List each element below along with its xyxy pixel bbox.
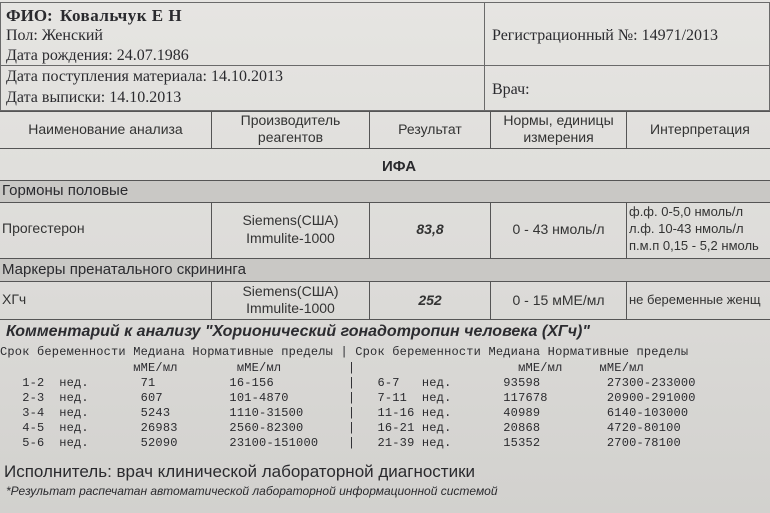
- header-analysis-name: Наименование анализа: [28, 121, 183, 137]
- section-title: Гормоны половые: [2, 182, 129, 199]
- table-cell-producer: Siemens(США): [242, 283, 339, 299]
- executor-line: Исполнитель: врач клинической лабораторной диагностики: [4, 462, 476, 481]
- table-cell-interpretation: п.м.п 0,15 - 5,2 нмоль: [629, 238, 759, 253]
- col-divider-4: [626, 281, 627, 319]
- sex-field: Пол: Женский: [6, 27, 103, 44]
- section-border: [0, 202, 770, 203]
- col-divider-4: [626, 111, 627, 148]
- header-norms: Нормы, единицы измерения: [503, 112, 614, 145]
- col-divider-4: [626, 202, 627, 258]
- table-cell-producer: Immulite-1000: [246, 300, 335, 316]
- section-title: Маркеры пренатального скрининга: [2, 261, 246, 278]
- table-cell-interpretation: ф.ф. 0-5,0 нмоль/л: [629, 204, 744, 219]
- table-header-bottom-border: [0, 148, 770, 149]
- issued-date-field: Дата выписки: 14.10.2013: [6, 89, 182, 106]
- table-cell-norm: 0 - 43 нмоль/л: [512, 221, 605, 237]
- section-border: [0, 281, 770, 282]
- comment-table-row: 1-2 нед. 71 16-156 | 6-7 нед. 93598 27300-233000: [0, 376, 696, 390]
- table-cell-result: 83,8: [416, 221, 444, 237]
- table-top-border: [0, 111, 770, 112]
- header-result: Результат: [398, 121, 462, 137]
- table-cell-producer: Siemens(США): [242, 212, 339, 228]
- row-border: [0, 319, 770, 320]
- printout-note: *Результат распечатан автоматической лабораторной информационной системой: [6, 484, 498, 498]
- table-cell-interpretation: не беременные женщ: [629, 292, 761, 307]
- table-cell-interpretation: л.ф. 10-43 нмоль/л: [629, 221, 744, 236]
- table-cell-result: 252: [418, 292, 442, 308]
- dob-field: Дата рождения: 24.07.1986: [6, 47, 189, 64]
- comment-table-row: 5-6 нед. 52090 23100-151000 | 21-39 нед. 15352 2700-78100: [0, 436, 681, 450]
- comment-title: Комментарий к анализу "Хорионический гонадотропин человека (ХГч)": [6, 323, 590, 340]
- comment-table-row: 4-5 нед. 26983 2560-82300 | 16-21 нед. 20868 4720-80100: [0, 421, 681, 435]
- comment-table-row: 2-3 нед. 607 101-4870 | 7-11 нед. 117678 20900-291000: [0, 391, 696, 405]
- comment-table-units: мМЕ/мл мМЕ/мл | мМЕ/мл мМЕ/мл: [0, 361, 644, 375]
- table-cell-norm: 0 - 15 мМЕ/мл: [512, 292, 605, 308]
- fio-label: ФИО:: [6, 6, 53, 25]
- fio-value: Ковальчук Е Н: [60, 6, 183, 25]
- received-date-field: Дата поступления материала: 14.10.2013: [6, 68, 283, 85]
- comment-table-header: Срок беременности Медиана Нормативные пределы | Срок беременности Медиана Нормативные пределы: [0, 345, 689, 359]
- header-producer: Производитель реагентов: [240, 112, 341, 145]
- doctor-field: Врач:: [492, 81, 530, 98]
- header-interpretation: Интерпретация: [650, 121, 750, 137]
- table-cell-name: Прогестерон: [2, 220, 85, 236]
- method-label: ИФА: [382, 158, 417, 175]
- table-cell-name: ХГч: [2, 291, 27, 307]
- section-border: [0, 180, 770, 181]
- table-cell-producer: Immulite-1000: [246, 230, 335, 246]
- comment-table-row: 3-4 нед. 5243 1110-31500 | 11-16 нед. 40989 6140-103000: [0, 406, 689, 420]
- registration-field: Регистрационный №: 14971/2013: [492, 27, 719, 44]
